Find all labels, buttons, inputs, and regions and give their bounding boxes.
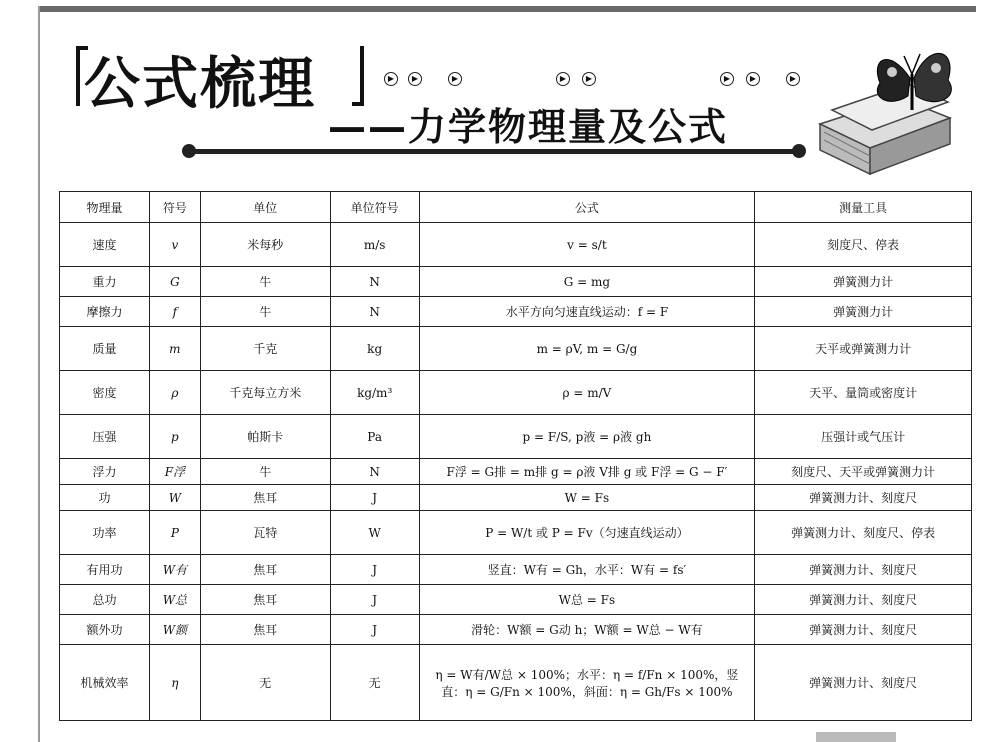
- unit-cell: 焦耳: [200, 585, 330, 615]
- unit-cell: 焦耳: [200, 615, 330, 645]
- tool-cell: 天平、量筒或密度计: [755, 371, 972, 415]
- formula-cell: W = Fs: [419, 485, 755, 511]
- formula-cell: 水平方向匀速直线运动：f = F: [419, 297, 755, 327]
- unit-symbol-cell: 无: [330, 645, 419, 721]
- quantity-cell: 机械效率: [60, 645, 150, 721]
- quantity-cell: 压强: [60, 415, 150, 459]
- table-row: [60, 615, 972, 645]
- formula-cell: W总 = Fs: [419, 585, 755, 615]
- arrow-icon: ▶: [448, 72, 462, 86]
- table-row: [60, 267, 972, 297]
- quantity-cell: 额外功: [60, 615, 150, 645]
- page-title: 公式梳理: [84, 52, 316, 117]
- unit-cell: 瓦特: [200, 511, 330, 555]
- symbol-cell: m: [149, 327, 200, 371]
- tool-cell: 压强计或气压计: [755, 415, 972, 459]
- unit-symbol-cell: kg/m³: [330, 371, 419, 415]
- symbol-cell: G: [149, 267, 200, 297]
- unit-cell: 牛: [200, 459, 330, 485]
- arrow-icon: ▶: [786, 72, 800, 86]
- quantity-cell: 速度: [60, 223, 150, 267]
- book-butterfly-icon: [810, 38, 960, 188]
- quantity-cell: 浮力: [60, 459, 150, 485]
- tool-cell: 弹簧测力计、刻度尺、停表: [755, 511, 972, 555]
- formula-cell: P = W/t 或 P = Fv（匀速直线运动）: [419, 511, 755, 555]
- quantity-cell: 功率: [60, 511, 150, 555]
- table-header-row: [60, 192, 972, 223]
- arrow-icon: ▶: [720, 72, 734, 86]
- unit-symbol-cell: J: [330, 555, 419, 585]
- unit-symbol-cell: Pa: [330, 415, 419, 459]
- formula-cell: p = F/S, p液 = ρ液 gh: [419, 415, 755, 459]
- formula-cell: 竖直：W有 = Gh，水平：W有 = fs′: [419, 555, 755, 585]
- unit-symbol-cell: kg: [330, 327, 419, 371]
- unit-cell: 焦耳: [200, 555, 330, 585]
- unit-cell: 牛: [200, 267, 330, 297]
- formula-cell: F浮 = G排 = m排 g = ρ液 V排 g 或 F浮 = G − F′: [419, 459, 755, 485]
- column-header: 公式: [419, 192, 755, 223]
- tool-cell: 弹簧测力计、刻度尺: [755, 645, 972, 721]
- column-header: 测量工具: [755, 192, 972, 223]
- quantity-cell: 总功: [60, 585, 150, 615]
- formula-cell: G = mg: [419, 267, 755, 297]
- symbol-cell: η: [149, 645, 200, 721]
- table-row: [60, 223, 972, 267]
- formula-cell: ρ = m/V: [419, 371, 755, 415]
- unit-cell: 牛: [200, 297, 330, 327]
- symbol-cell: F浮: [149, 459, 200, 485]
- tool-cell: 弹簧测力计: [755, 297, 972, 327]
- page-subtitle: ——力学物理量及公式: [328, 105, 729, 149]
- formula-cell: 滑轮：W额 = G动 h；W额 = W总 − W有: [419, 615, 755, 645]
- arrow-icon: ▶: [746, 72, 760, 86]
- symbol-cell: W额: [149, 615, 200, 645]
- column-header: 物理量: [60, 192, 150, 223]
- unit-cell: 帕斯卡: [200, 415, 330, 459]
- unit-symbol-cell: J: [330, 615, 419, 645]
- formula-cell: m = ρV, m = G/g: [419, 327, 755, 371]
- table-row: [60, 371, 972, 415]
- unit-cell: 焦耳: [200, 485, 330, 511]
- column-header: 单位符号: [330, 192, 419, 223]
- symbol-cell: W: [149, 485, 200, 511]
- symbol-cell: ρ: [149, 371, 200, 415]
- column-header: 单位: [200, 192, 330, 223]
- arrow-icon: ▶: [556, 72, 570, 86]
- unit-symbol-cell: N: [330, 267, 419, 297]
- tool-cell: 弹簧测力计、刻度尺: [755, 585, 972, 615]
- formula-cell: v = s/t: [419, 223, 755, 267]
- table-row: [60, 415, 972, 459]
- unit-cell: 千克: [200, 327, 330, 371]
- unit-symbol-cell: W: [330, 511, 419, 555]
- unit-cell: 千克每立方米: [200, 371, 330, 415]
- column-header: 符号: [149, 192, 200, 223]
- symbol-cell: v: [149, 223, 200, 267]
- tool-cell: 天平或弹簧测力计: [755, 327, 972, 371]
- tool-cell: 刻度尺、天平或弹簧测力计: [755, 459, 972, 485]
- tool-cell: 弹簧测力计、刻度尺: [755, 615, 972, 645]
- table-row: [60, 459, 972, 485]
- table-row: [60, 297, 972, 327]
- divider-rule: [190, 149, 802, 154]
- unit-symbol-cell: J: [330, 585, 419, 615]
- symbol-cell: W有: [149, 555, 200, 585]
- table-row: [60, 485, 972, 511]
- unit-symbol-cell: N: [330, 459, 419, 485]
- table-row: [60, 555, 972, 585]
- tool-cell: 弹簧测力计: [755, 267, 972, 297]
- table-row: [60, 327, 972, 371]
- table-row: [60, 511, 972, 555]
- quantity-cell: 有用功: [60, 555, 150, 585]
- quantity-cell: 功: [60, 485, 150, 511]
- quantity-cell: 质量: [60, 327, 150, 371]
- arrow-icon: ▶: [384, 72, 398, 86]
- symbol-cell: f: [149, 297, 200, 327]
- arrow-icon: ▶: [582, 72, 596, 86]
- formula-cell: η = W有/W总 × 100%；水平：η = f/Fn × 100%，竖直：η = G/Fn × 100%，斜面：η = Gh/Fs × 100%: [419, 645, 755, 721]
- symbol-cell: p: [149, 415, 200, 459]
- symbol-cell: P: [149, 511, 200, 555]
- formula-table: [59, 191, 972, 721]
- bottom-decoration: [816, 732, 896, 742]
- tool-cell: 弹簧测力计、刻度尺: [755, 555, 972, 585]
- unit-symbol-cell: J: [330, 485, 419, 511]
- quantity-cell: 密度: [60, 371, 150, 415]
- page-header: [40, 12, 976, 182]
- arrow-icon: ▶: [408, 72, 422, 86]
- unit-cell: 米每秒: [200, 223, 330, 267]
- quantity-cell: 摩擦力: [60, 297, 150, 327]
- unit-cell: 无: [200, 645, 330, 721]
- quantity-cell: 重力: [60, 267, 150, 297]
- tool-cell: 刻度尺、停表: [755, 223, 972, 267]
- table-row: [60, 585, 972, 615]
- unit-symbol-cell: m/s: [330, 223, 419, 267]
- unit-symbol-cell: N: [330, 297, 419, 327]
- tool-cell: 弹簧测力计、刻度尺: [755, 485, 972, 511]
- symbol-cell: W总: [149, 585, 200, 615]
- table-row: [60, 645, 972, 721]
- rule-end-dot: [792, 144, 806, 158]
